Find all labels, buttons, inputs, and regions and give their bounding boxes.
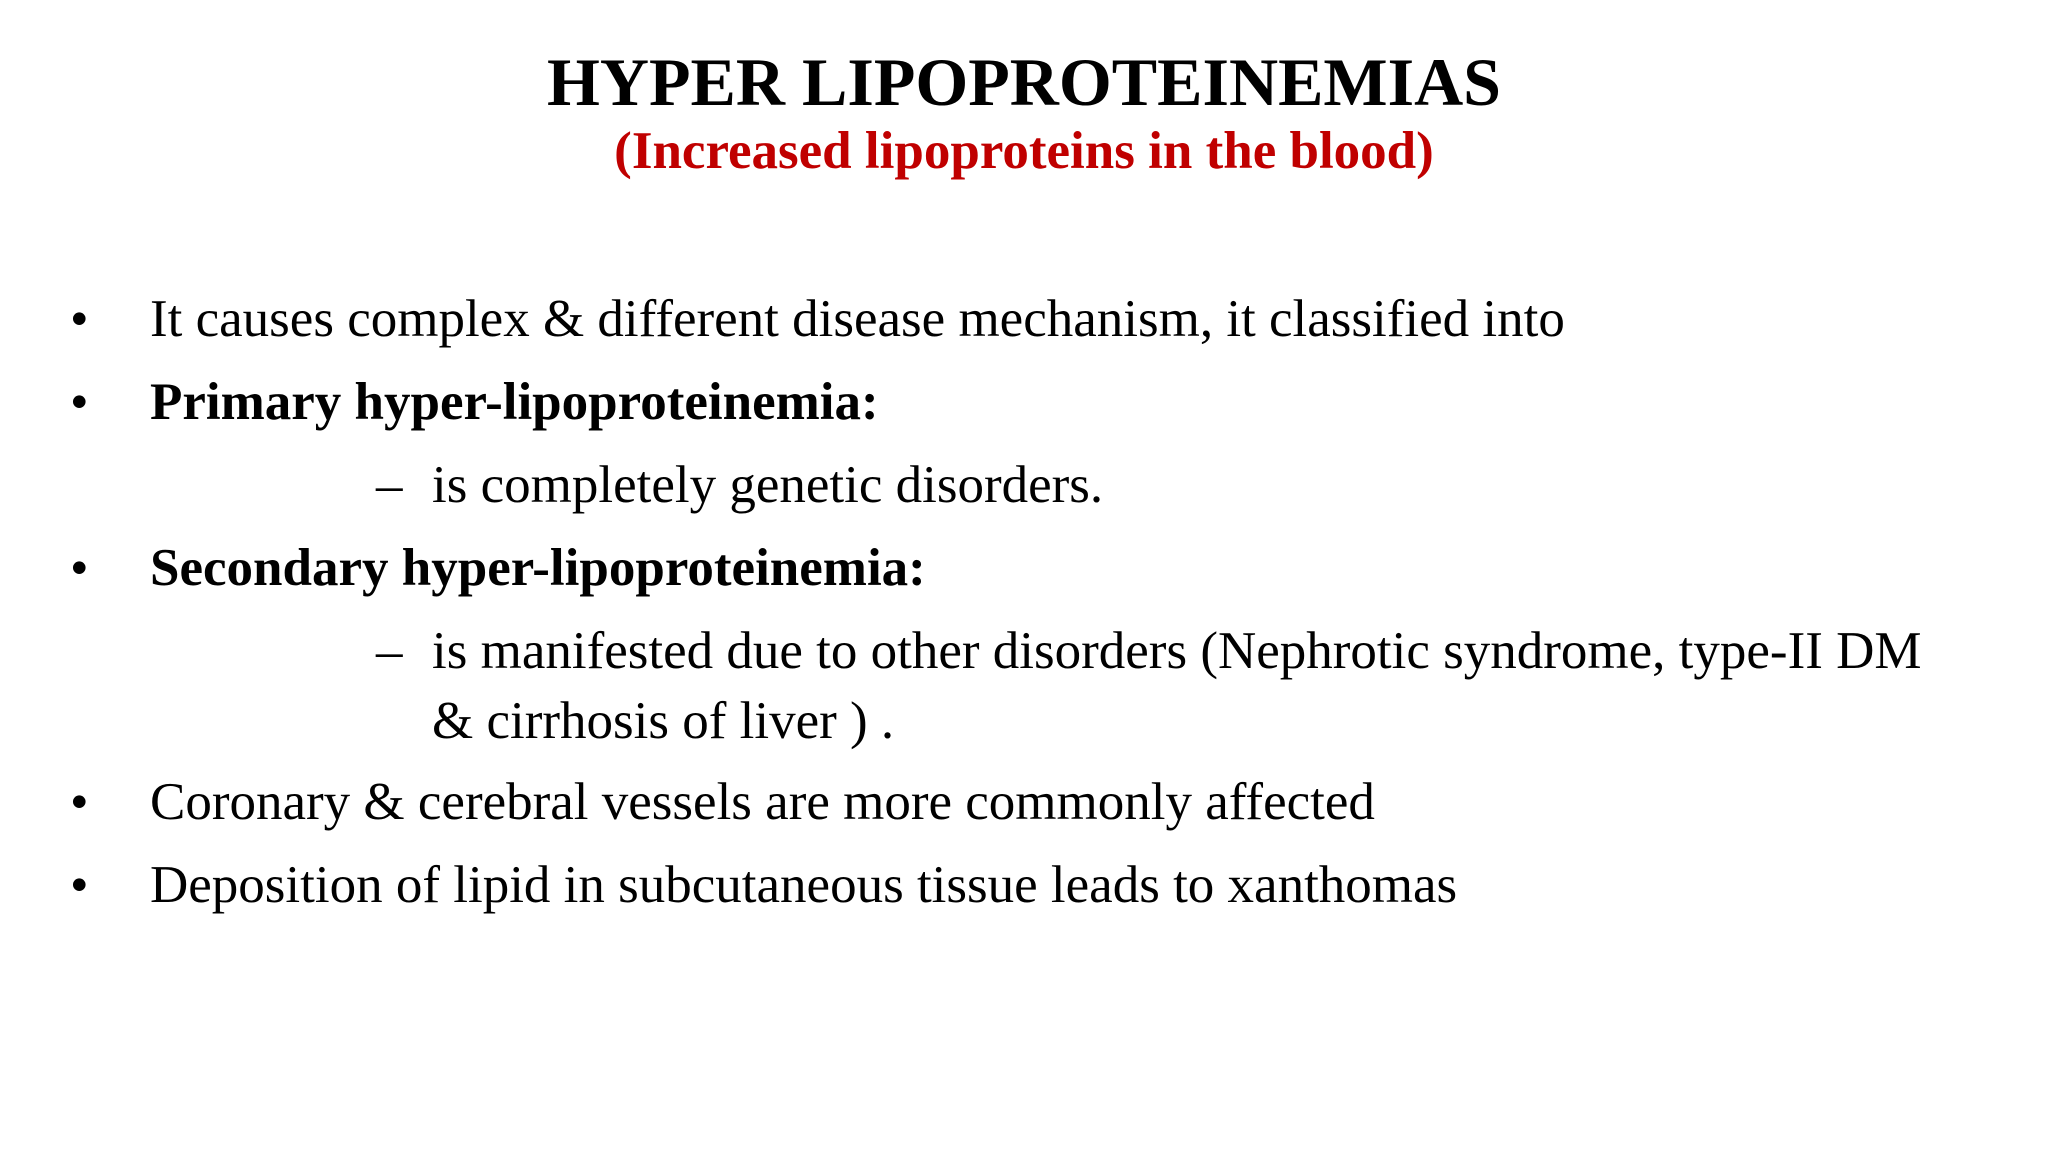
- bullet-icon: •: [70, 773, 89, 831]
- bullet-icon: •: [70, 539, 89, 597]
- list-item: It causes complex & different disease mechanism, it classified into: [150, 290, 1565, 348]
- list-item-heading: Primary hyper-lipoproteinemia:: [150, 373, 879, 431]
- bullet-icon: •: [70, 856, 89, 914]
- list-item: Deposition of lipid in subcutaneous tissue leads to xanthomas: [150, 856, 1458, 914]
- slide-title: HYPER LIPOPROTEINEMIAS: [547, 44, 1501, 120]
- list-item-heading: Secondary hyper-lipoproteinemia:: [150, 539, 926, 597]
- bullet-icon: •: [70, 290, 89, 348]
- dash-icon: –: [376, 456, 403, 514]
- list-subitem: is completely genetic disorders.: [432, 456, 1104, 514]
- list-subitem: is manifested due to other disorders (Nephrotic syndrome, type-II DM & cirrhosis of liver ) .: [432, 622, 1922, 750]
- slide-subtitle: (Increased lipoproteins in the blood): [614, 122, 1434, 180]
- bullet-icon: •: [70, 373, 89, 431]
- dash-icon: –: [376, 622, 403, 680]
- list-item: Coronary & cerebral vessels are more commonly affected: [150, 773, 1375, 831]
